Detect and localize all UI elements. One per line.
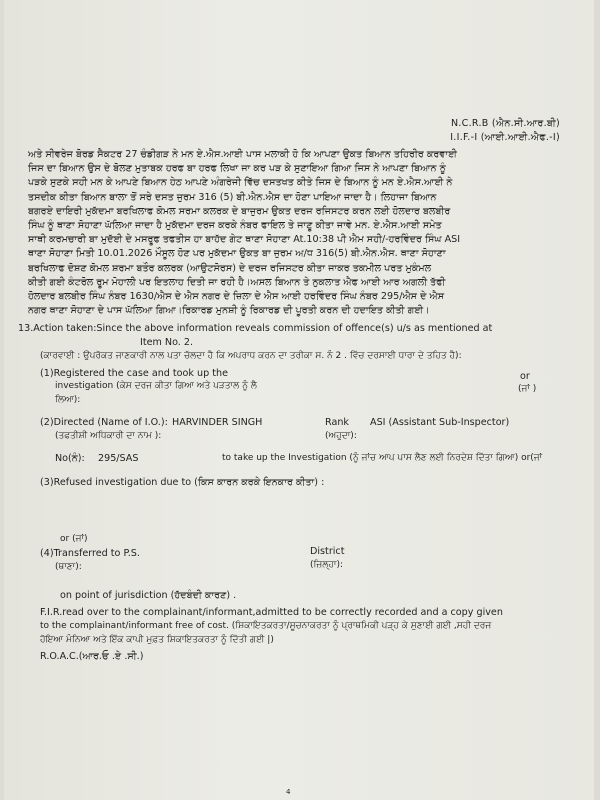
ncrb-header: N.C.R.B (ਐਨ.ਸੀ.ਆਰ.ਬੀ)	[450, 118, 560, 129]
paragraph-line: ਪੜਕੇ ਸੁਣਕੇ ਸਹੀ ਮਨ ਕੇ ਆਪਣੇ ਬਿਆਨ ਹੇਠ ਆਪਣੇ ਅੰਗਰੇਜੀ ਵਿੱਚ ਦਸਤਖਤ ਕੀਤੇ ਜਿਸ ਦੇ ਬਿਆਨ ਨੂੰ ਮਨ ਏ.ਐਸ.ਆਈ ਨੇ	[28, 177, 453, 189]
io-number: 295/SAS	[98, 453, 139, 464]
fir-read-over-text-3: ਹੋਇਆ ਮੰਨਿਆ ਅਤੇ ਇੱਕ ਕਾਪੀ ਮੁਫ਼ਤ ਸ਼ਿਕਾਇਤਕਰਤਾ ਨੂੰ ਦਿੱਤੀ ਗਈ |)	[40, 635, 274, 645]
io-name: HARVINDER SINGH	[172, 417, 263, 428]
page-number: 4	[286, 788, 291, 796]
paragraph-line: ਜਿਸ ਦਾ ਬਿਆਨ ਉਸ ਦੇ ਬੋਲਣ ਮੁਤਾਬਕ ਹਰਫ ਬਾ ਹਰਫ ਲਿਖਾ ਜਾ ਕਰ ਪੜ ਕੇ ਸੁਣਾਇਆ ਗਿਆ ਜਿਸ ਨੇ ਆਪਣਾ ਬਿਆਨ ਨੂੰ	[28, 163, 446, 175]
paragraph-line: ਸਾਥੀ ਕਰਮਚਾਰੀ ਬਾ ਮੁਦੱਈ ਦੇ ਮਸਰੂਫ ਤਫਤੀਸ ਹਾ ਬਾਹੱਦ ਗੇਟ ਥਾਣਾ ਸੋਹਾਣਾ At.10:38 ਪੀ ਐਮ ਸਹੀ/-ਹਰਵਿੰਦਰ ਸਿੰਘ ASI	[28, 234, 461, 246]
registered-case-label-punjabi: investigation (ਕੇਸ ਦਰਜ ਕੀਤਾ ਗਿਆ ਅਤੇ ਪੜਤਾਲ ਨੂੰ ਲੈ	[55, 381, 257, 391]
paragraph-line: ਥਾਣਾ ਸੋਹਾਣਾ ਮਿਤੀ 10.01.2026 ਮੌਸੂਲ ਹੋਣ ਪਰ ਮੁਕੱਦਮਾ ਉਕਤ ਬਾ ਜੁਰਮ ਅ/ਧ 316(5) ਬੀ.ਐਨ.ਐਸ. ਥਾਣਾ ਸੋਹਾਣਾ	[28, 248, 446, 260]
rank-label: Rank	[325, 417, 349, 428]
take-up-investigation-text: to take up the Investigation (ਨੂੰ ਜਾਂਚ ਆਪ ਪਾਸ ਲੈਣ ਲਈ ਨਿਰਦੇਸ਼ ਦਿੱਤਾ ਗਿਆ) or(ਜਾਂ	[222, 453, 543, 463]
io-number-label: No(ਨੰ):	[55, 453, 85, 464]
paragraph-line: ਬਗਰਏ ਦਾਇਰੀ ਮੁਕੱਦਮਾ ਬਰਖਿਲਾਫ ਕੋਮਲ ਸਰਮਾ ਕਲਰਕ ਦੇ ਬਾਜੁਰਮ ਉਕਤ ਦਰਜ ਰਜਿਸਟਰ ਕਰਨ ਲਈ ਹੋਲਦਾਰ ਬਲਬੀਰ	[28, 205, 451, 217]
statement-paragraph	[28, 148, 568, 318]
rank-value: ASI (Assistant Sub-Inspector)	[370, 417, 510, 428]
paragraph-line: ਸਿੰਘ ਨੂੰ ਥਾਣਾ ਸੋਹਾਣਾ ਘੱਲਿਆ ਜਾਦਾ ਹੈ ਮੁਕੱਦਮਾ ਦਰਜ ਕਰਕੇ ਨੰਬਰ ਫਾਇਲ ਤੇ ਜਾਣੂ ਕੀਤਾ ਜਾਵੇ ਮਨ. ਏ.ਐਸ.ਆਈ ਸਮੇਤ	[28, 220, 442, 232]
or-label-punjabi: (ਜਾਂ )	[518, 384, 537, 394]
transferred-ps-label: (4)Transferred to P.S.	[40, 548, 140, 559]
roac-label: R.O.A.C.(ਆਰ.ਓ .ਏ .ਸੀ.)	[40, 651, 144, 662]
refused-investigation-label: (3)Refused investigation due to (ਕਿਸ ਕਾਰਨ ਕਰਕੇ ਇਨਕਾਰ ਕੀਤਾ) :	[40, 477, 325, 488]
or-label: or	[520, 371, 530, 382]
transferred-ps-label-punjabi: (ਥਾਣਾ):	[55, 562, 82, 572]
rank-label-punjabi: (ਅਹੁਦਾ):	[325, 431, 357, 441]
or-label-2: or (ਜਾਂ)	[60, 534, 88, 544]
fir-read-over-text-2: to the complainant/informant free of cost. (ਸ਼ਿਕਾਇਤਕਰਤਾ/ਸੂਚਨਾਕਰਤਾ ਨੂੰ ਪ੍ਰਾਥਮਿਕੀ ਪੜ੍ਹ ਕੇ ਸੁਣਾਈ ਗਈ ,ਸਹੀ ਦਰਜ	[40, 621, 492, 631]
directed-io-label-punjabi: (ਤਫਤੀਸ਼ੀ ਅਧਿਕਾਰੀ ਦਾ ਨਾਮ ):	[55, 431, 162, 441]
fir-read-over-text: F.I.R.read over to the complainant/informant,admitted to be correctly recorded and a copy given	[40, 607, 503, 618]
registered-case-label-punjabi-end: ਲਿਆ):	[55, 395, 81, 405]
action-heading-punjabi: (ਕਾਰਵਾਈ : ਉਪਰੋਕਤ ਜਾਣਕਾਰੀ ਨਾਲ ਪਤਾ ਚੱਲਦਾ ਹੈ ਕਿ ਅਪਰਾਧ ਕਰਨ ਦਾ ਤਰੀਕਾ ਸ. ਨੰ 2 . ਵਿੱਚ ਦਰਸਾਈ ਧਾਰਾ ਦੇ ਤਹਿਤ ਹੈ):	[40, 351, 462, 361]
action-item-ref: Item No. 2.	[140, 337, 194, 348]
jurisdiction-text: on point of jurisdiction (ਹੱਦਬੰਦੀ ਕਾਰਣ) .	[60, 590, 237, 601]
directed-io-label: (2)Directed (Name of I.O.):	[40, 417, 168, 428]
paragraph-line: ਅਤੇ ਸੀਵਰੇਜ ਬੋਰਡ ਸੈਕਟਰ 27 ਚੰਡੀਗੜ ਨੇ ਮਨ ਏ.ਐਸ.ਆਈ ਪਾਸ ਮਲਾਕੀ ਹੋ ਕਿ ਆਪਣਾ ਉਕਤ ਬਿਆਨ ਤਹਿਰੀਰ ਕਰਵਾਈ	[28, 149, 458, 160]
action-heading: 13.Action taken:Since the above information reveals commission of offence(s) u/s as mentioned at	[18, 323, 493, 334]
paragraph-line: ਤਸਦੀਕ ਕੀਤਾ ਬਿਆਨ ਬਾਲਾ ਤੋਂ ਸਰੇ ਦਸਤ ਜੁਰਮ 316 (5) ਬੀ.ਐਨ.ਐਸ ਦਾ ਹੋਣਾ ਪਾਇਆ ਜਾਦਾ ਹੈ। ਲਿਹਾਜਾ ਬਿਆਨ	[28, 191, 437, 203]
district-label: District	[310, 546, 345, 557]
paragraph-line: ਹੋਲਦਾਰ ਬਲਬੀਰ ਸਿੰਘ ਨੰਬਰ 1630/ਐਸ ਦੇ ਐਸ ਨਗਰ ਦੇ ਜ਼ਿਲਾ ਦੇ ਐਸ ਆਈ ਹਰਵਿੰਦਰ ਸਿੰਘ ਨੰਬਰ 295/ਐਸ ਦੇ ਐਸ	[28, 291, 445, 303]
iif-header: I.I.F.-I (ਆਈ.ਆਈ.ਐਫ.-I)	[450, 132, 560, 143]
paragraph-line: ਕੀਤੀ ਗਈ ਕੰਟਰੋਲ ਰੂਮ ਮੋਹਾਲੀ ਪਰ ਇਤਲਾਹ ਦਿਤੀ ਜਾ ਰਹੀ ਹੈ।ਅਸਲ ਬਿਆਨ ਤੇ ਨੁਕਲਾਤ ਐਫ ਆਈ ਆਰ ਅਗਲੀ ਤੱਫੀ	[28, 276, 446, 288]
registered-case-label: (1)Registered the case and took up the	[40, 368, 228, 379]
paragraph-line: ਬਰਖਿਲਾਫ ਦੋਸ਼ਣ ਕੋਮਲ ਸ਼ਰਮਾ ਬਤੌਰ ਕਲਰਕ (ਆਉਟਸੋਰਸ) ਦੇ ਦਰਜ ਰਜਿਸਟਰ ਕੀਤਾ ਜਾਕਰ ਤਕਮੀਲ ਪਰਤ ਮੁਕੰਮਲ	[28, 262, 432, 274]
paragraph-line: ਨਗਰ ਥਾਣਾ ਸੋਹਾਣਾ ਦੇ ਪਾਸ ਘੱਲਿਆ ਗਿਆ।ਰਿਕਾਰਡ ਮੁਨਸ਼ੀ ਨੂੰ ਰਿਕਾਰਡ ਦੀ ਪੂਰਤੀ ਕਰਨ ਦੀ ਹਦਾਇਤ ਕੀਤੀ ਗਈ।	[28, 305, 430, 317]
district-label-punjabi: (ਜ਼ਿਲ੍ਹਾ):	[310, 560, 344, 570]
